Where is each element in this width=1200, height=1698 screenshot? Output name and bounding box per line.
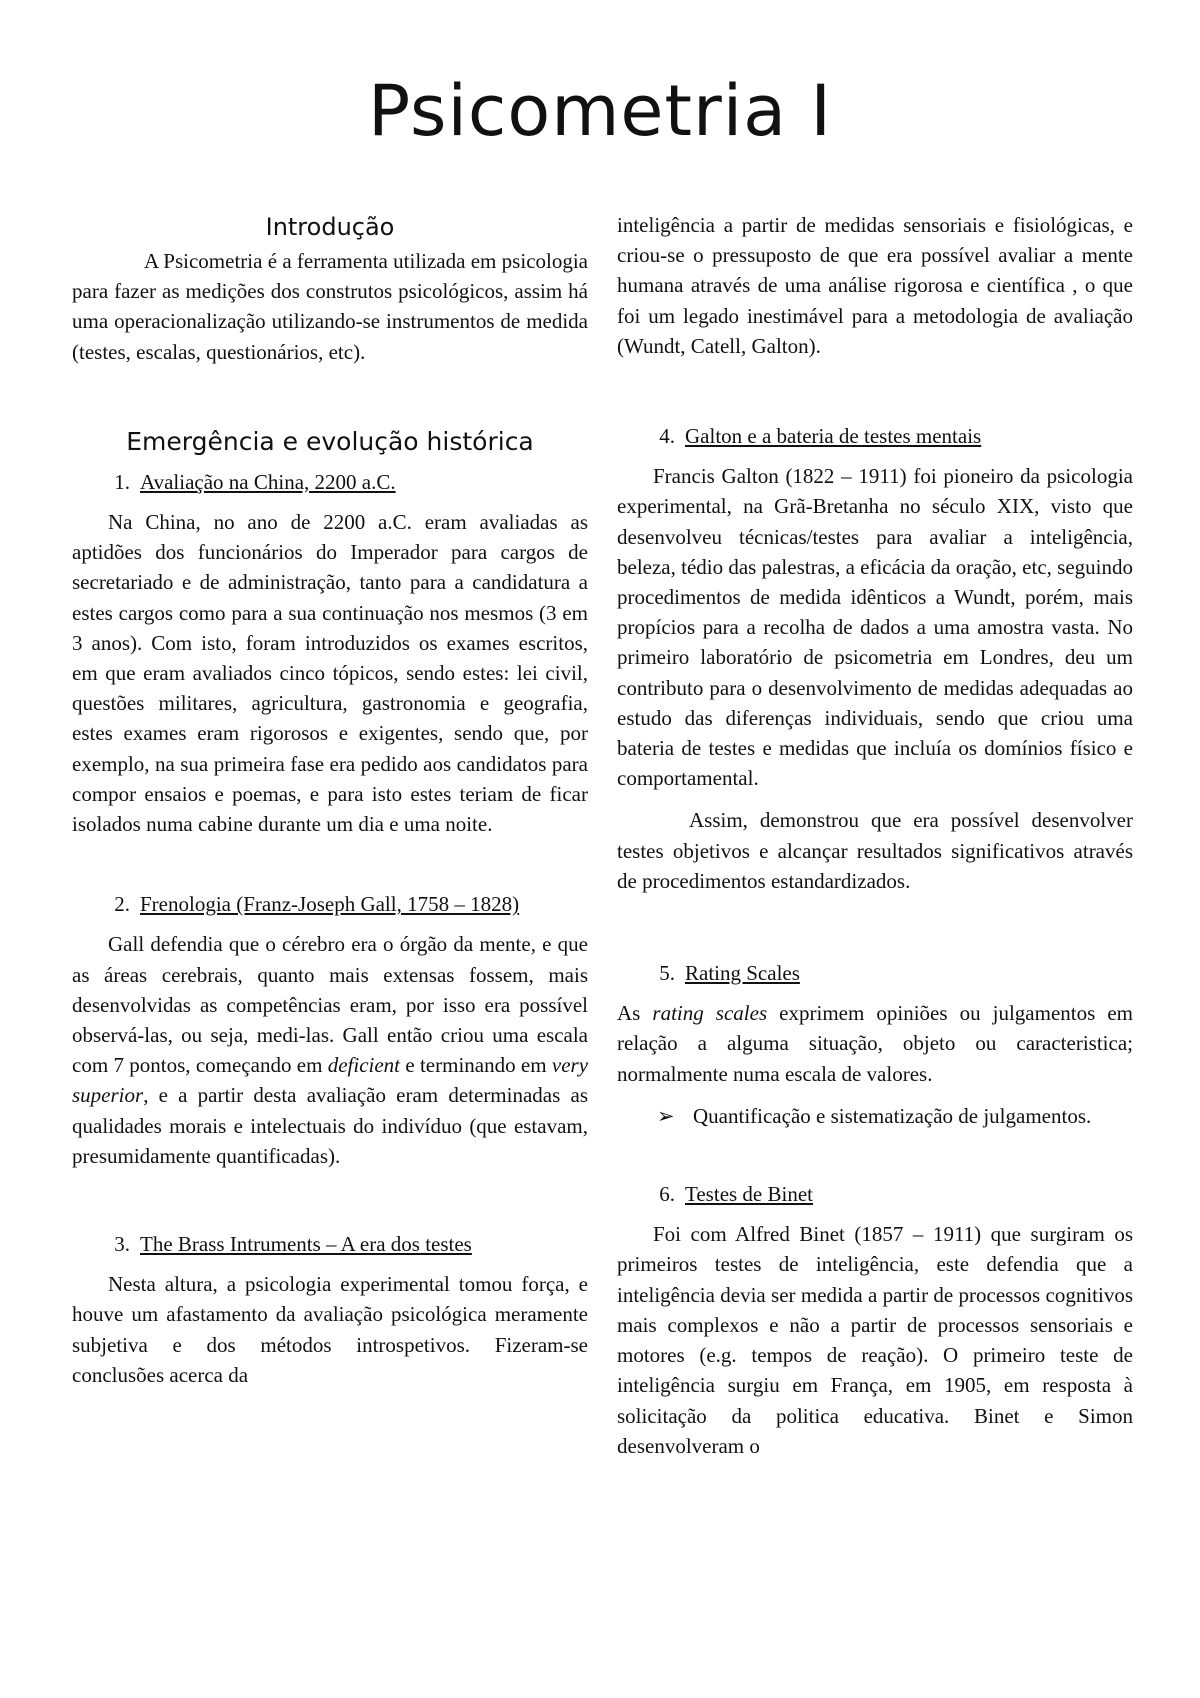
- section-6-paragraph: Foi com Alfred Binet (1857 – 1911) que surgiram os primeiros testes de inteligência, este defendia que a inteligência devia ser medida a partir de processos cognitivos mais complexos e não a partir de processos sensoriais e motores (e.g. tempos de reação). O primeiro teste de inteligência surgiu em França, em 1905, em resposta à solicitação da politica educativa. Binet e Simon desenvolveram o: [617, 1222, 1133, 1458]
- section-2-paragraph: [72, 929, 588, 1171]
- section-4-paragraph-2: Assim, demonstrou que era possível desenvolver testes objetivos e alcançar resultados significativos através de procedimentos estandardizados.: [617, 808, 1133, 893]
- history-heading: Emergência e evolução histórica: [126, 426, 534, 456]
- section-number: 1.: [114, 469, 130, 494]
- intro-heading: Introdução: [265, 213, 395, 241]
- section-4-heading: [617, 421, 1133, 451]
- section-number: 4.: [659, 424, 675, 449]
- section-3-continuation: inteligência a partir de medidas sensoriais e fisiológicas, e criou-se o pressuposto de que era possível avaliar a mente humana através de uma análise rigorosa e científica , o que foi um legado inestimável para a metodologia de avaliação (Wundt, Catell, Galton).: [617, 213, 1133, 358]
- section-title: Frenologia (Franz-Joseph Gall, 1758 – 1828): [140, 892, 520, 917]
- section-5-text-a: As: [617, 1001, 653, 1026]
- section-title: Testes de Binet: [685, 1182, 813, 1207]
- section-2-text-b: e terminando em: [400, 1053, 552, 1078]
- section-title: Avaliação na China, 2200 a.C.: [140, 469, 396, 494]
- section-5-term-rating-scales: rating scales: [652, 1001, 768, 1026]
- section-2-heading: [72, 889, 588, 919]
- section-number: 2.: [114, 892, 130, 917]
- section-title: Galton e a bateria de testes mentais: [685, 424, 982, 449]
- section-2-text-a: Gall defendia que o cérebro era o órgão da mente, e que as áreas cerebrais, quanto mais extensas fossem, mais desenvolvidas as competências eram, por isso era possível observá-las, ou seja, medi-las. Gall então criou uma escala com 7 pontos, começando em: [72, 932, 588, 1078]
- page-title: Psicometria I: [368, 70, 832, 152]
- left-column: [72, 210, 588, 1390]
- intro-paragraph: A Psicometria é a ferramenta utilizada em psicologia para fazer as medições dos construtos psicológicos, assim há uma operacionalização utilizando-se instrumentos de medida (testes, escalas, questionários, etc).: [72, 249, 588, 364]
- section-5-bullet: [617, 1101, 1133, 1131]
- section-4-paragraph: Francis Galton (1822 – 1911) foi pioneiro da psicologia experimental, na Grã-Bretanha no século XIX, visto que desenvolveu técnicas/testes para avaliar a inteligência, beleza, tédio das palestras, a eficácia da oração, etc, seguindo procedimentos de medida idênticos a Wundt, porém, mais propícios para a recolha de dados a uma amostra vasta. No primeiro laboratório de psicometria em Londres, deu um contributo para o desenvolvimento de medidas adequadas ao estudo das diferenças individuais, sendo que criou uma bateria de testes e medidas que incluía os domínios físico e comportamental.: [617, 464, 1133, 791]
- section-6-heading: [617, 1179, 1133, 1209]
- section-5-paragraph: [617, 998, 1133, 1089]
- right-column: [617, 210, 1133, 1461]
- section-number: 6.: [659, 1182, 675, 1207]
- section-title: Rating Scales: [685, 961, 800, 986]
- section-2-term-very-superior: very superior: [72, 1053, 589, 1108]
- section-5-text-b: exprimem opiniões ou julgamentos em relação a alguma situação, objeto ou caracteristica; normalmente numa escala de valores.: [617, 1001, 1134, 1086]
- section-3-paragraph: Nesta altura, a psicologia experimental tomou força, e houve um afastamento da avaliação psicológica meramente subjetiva e dos métodos introspetivos. Fizeram-se conclusões acerca da: [72, 1272, 588, 1387]
- section-number: 3.: [114, 1232, 130, 1257]
- section-3-heading: [72, 1229, 588, 1259]
- section-number: 5.: [659, 961, 675, 986]
- section-1-paragraph: Na China, no ano de 2200 a.C. eram avaliadas as aptidões dos funcionários do Imperador para cargos de secretariado e de administração, tanto para a candidatura a estes cargos como para a sua continuação nos mesmos (3 em 3 anos). Com isto, foram introduzidos os exames escritos, em que eram avaliados cinco tópicos, sendo estes: lei civil, questões militares, agricultura, gastronomia e geografia, estes exames eram rigorosos e exigentes, sendo que, por exemplo, na sua primeira fase era pedido aos candidatos para compor ensaios e poemas, e para isto estes teriam de ficar isolados numa cabine durante um dia e uma noite.: [72, 510, 588, 837]
- section-1-heading: [72, 467, 588, 497]
- section-2-term-deficient: deficient: [327, 1053, 401, 1078]
- section-title: The Brass Intruments – A era dos testes: [140, 1232, 472, 1257]
- section-5-heading: [617, 958, 1133, 988]
- section-2-text-c: , e a partir desta avaliação eram determinadas as qualidades morais e intelectuais do indivíduo (que estavam, presumidamente quantificadas).: [72, 1083, 588, 1168]
- bullet-text: Quantificação e sistematização de julgamentos.: [693, 1103, 1092, 1128]
- arrow-bullet-icon: ➢: [657, 1103, 675, 1128]
